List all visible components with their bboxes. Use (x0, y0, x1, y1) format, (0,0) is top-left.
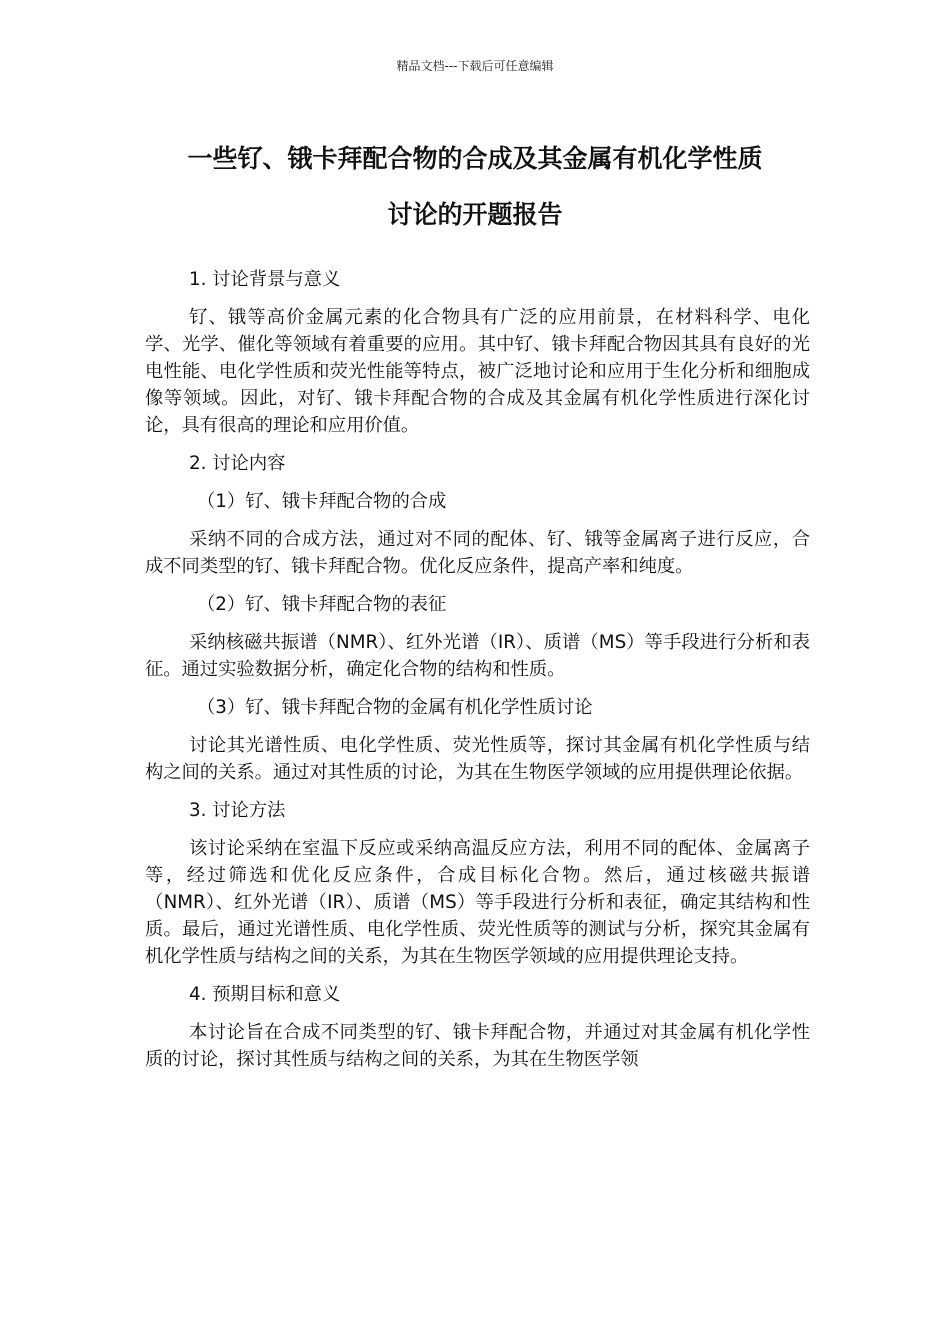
section-3-heading: 3. 讨论方法 (189, 800, 286, 821)
section-2-paragraph-1: 采纳不同的合成方法，通过对不同的配体、钌、锇等金属离子进行反应，合成不同类型的钌、锇卡拜配合物。优化反应条件，提高产率和纯度。 (145, 529, 810, 577)
section-2-paragraph-2: 采纳核磁共振谱（NMR）、红外光谱（IR）、质谱（MS）等手段进行分析和表征。通过实验数据分析，确定化合物的结构和性质。 (145, 632, 810, 680)
section-2-subheading-1: （1）钌、锇卡拜配合物的合成 (197, 491, 447, 512)
document-title-line-2: 讨论的开题报告 (387, 200, 563, 229)
section-1-heading: 1. 讨论背景与意义 (189, 269, 341, 290)
section-4-heading: 4. 预期目标和意义 (189, 984, 341, 1005)
header-note: 精品文档---下载后可任意编辑 (396, 59, 554, 73)
section-1-paragraph: 钌、锇等高价金属元素的化合物具有广泛的应用前景，在材料科学、电化学、光学、催化等领域有着重要的应用。其中钌、锇卡拜配合物因其具有良好的光电性能、电化学性质和荧光性能等特点，被广泛地讨论和应用于生化分析和细胞成像等领域。因此，对钌、锇卡拜配合物的合成及其金属有机化学性质进行深化讨论，具有很高的理论和应用价值。 (145, 307, 810, 436)
section-2-subheading-2: （2）钌、锇卡拜配合物的表征 (197, 594, 447, 615)
section-2-subheading-3: （3）钌、锇卡拜配合物的金属有机化学性质讨论 (197, 697, 593, 718)
section-2-paragraph-3: 讨论其光谱性质、电化学性质、荧光性质等，探讨其金属有机化学性质与结构之间的关系。通过对其性质的讨论，为其在生物医学领域的应用提供理论依据。 (145, 735, 810, 783)
document-title-line-1: 一些钌、锇卡拜配合物的合成及其金属有机化学性质 (187, 144, 763, 173)
section-2-heading: 2. 讨论内容 (189, 453, 286, 474)
section-3-paragraph: 该讨论采纳在室温下反应或采纳高温反应方法，利用不同的配体、金属离子等，经过筛选和优化反应条件，合成目标化合物。然后，通过核磁共振谱（NMR）、红外光谱（IR）、质谱（MS）等手段进行分析和表征，确定其结构和性质。最后，通过光谱性质、电化学性质、荧光性质等的测试与分析，探究其金属有机化学性质与结构之间的关系，为其在生物医学领域的应用提供理论支持。 (145, 838, 810, 967)
document-body (145, 266, 810, 1073)
section-4-paragraph: 本讨论旨在合成不同类型的钌、锇卡拜配合物，并通过对其金属有机化学性质的讨论，探讨其性质与结构之间的关系，为其在生物医学领 (145, 1022, 810, 1070)
